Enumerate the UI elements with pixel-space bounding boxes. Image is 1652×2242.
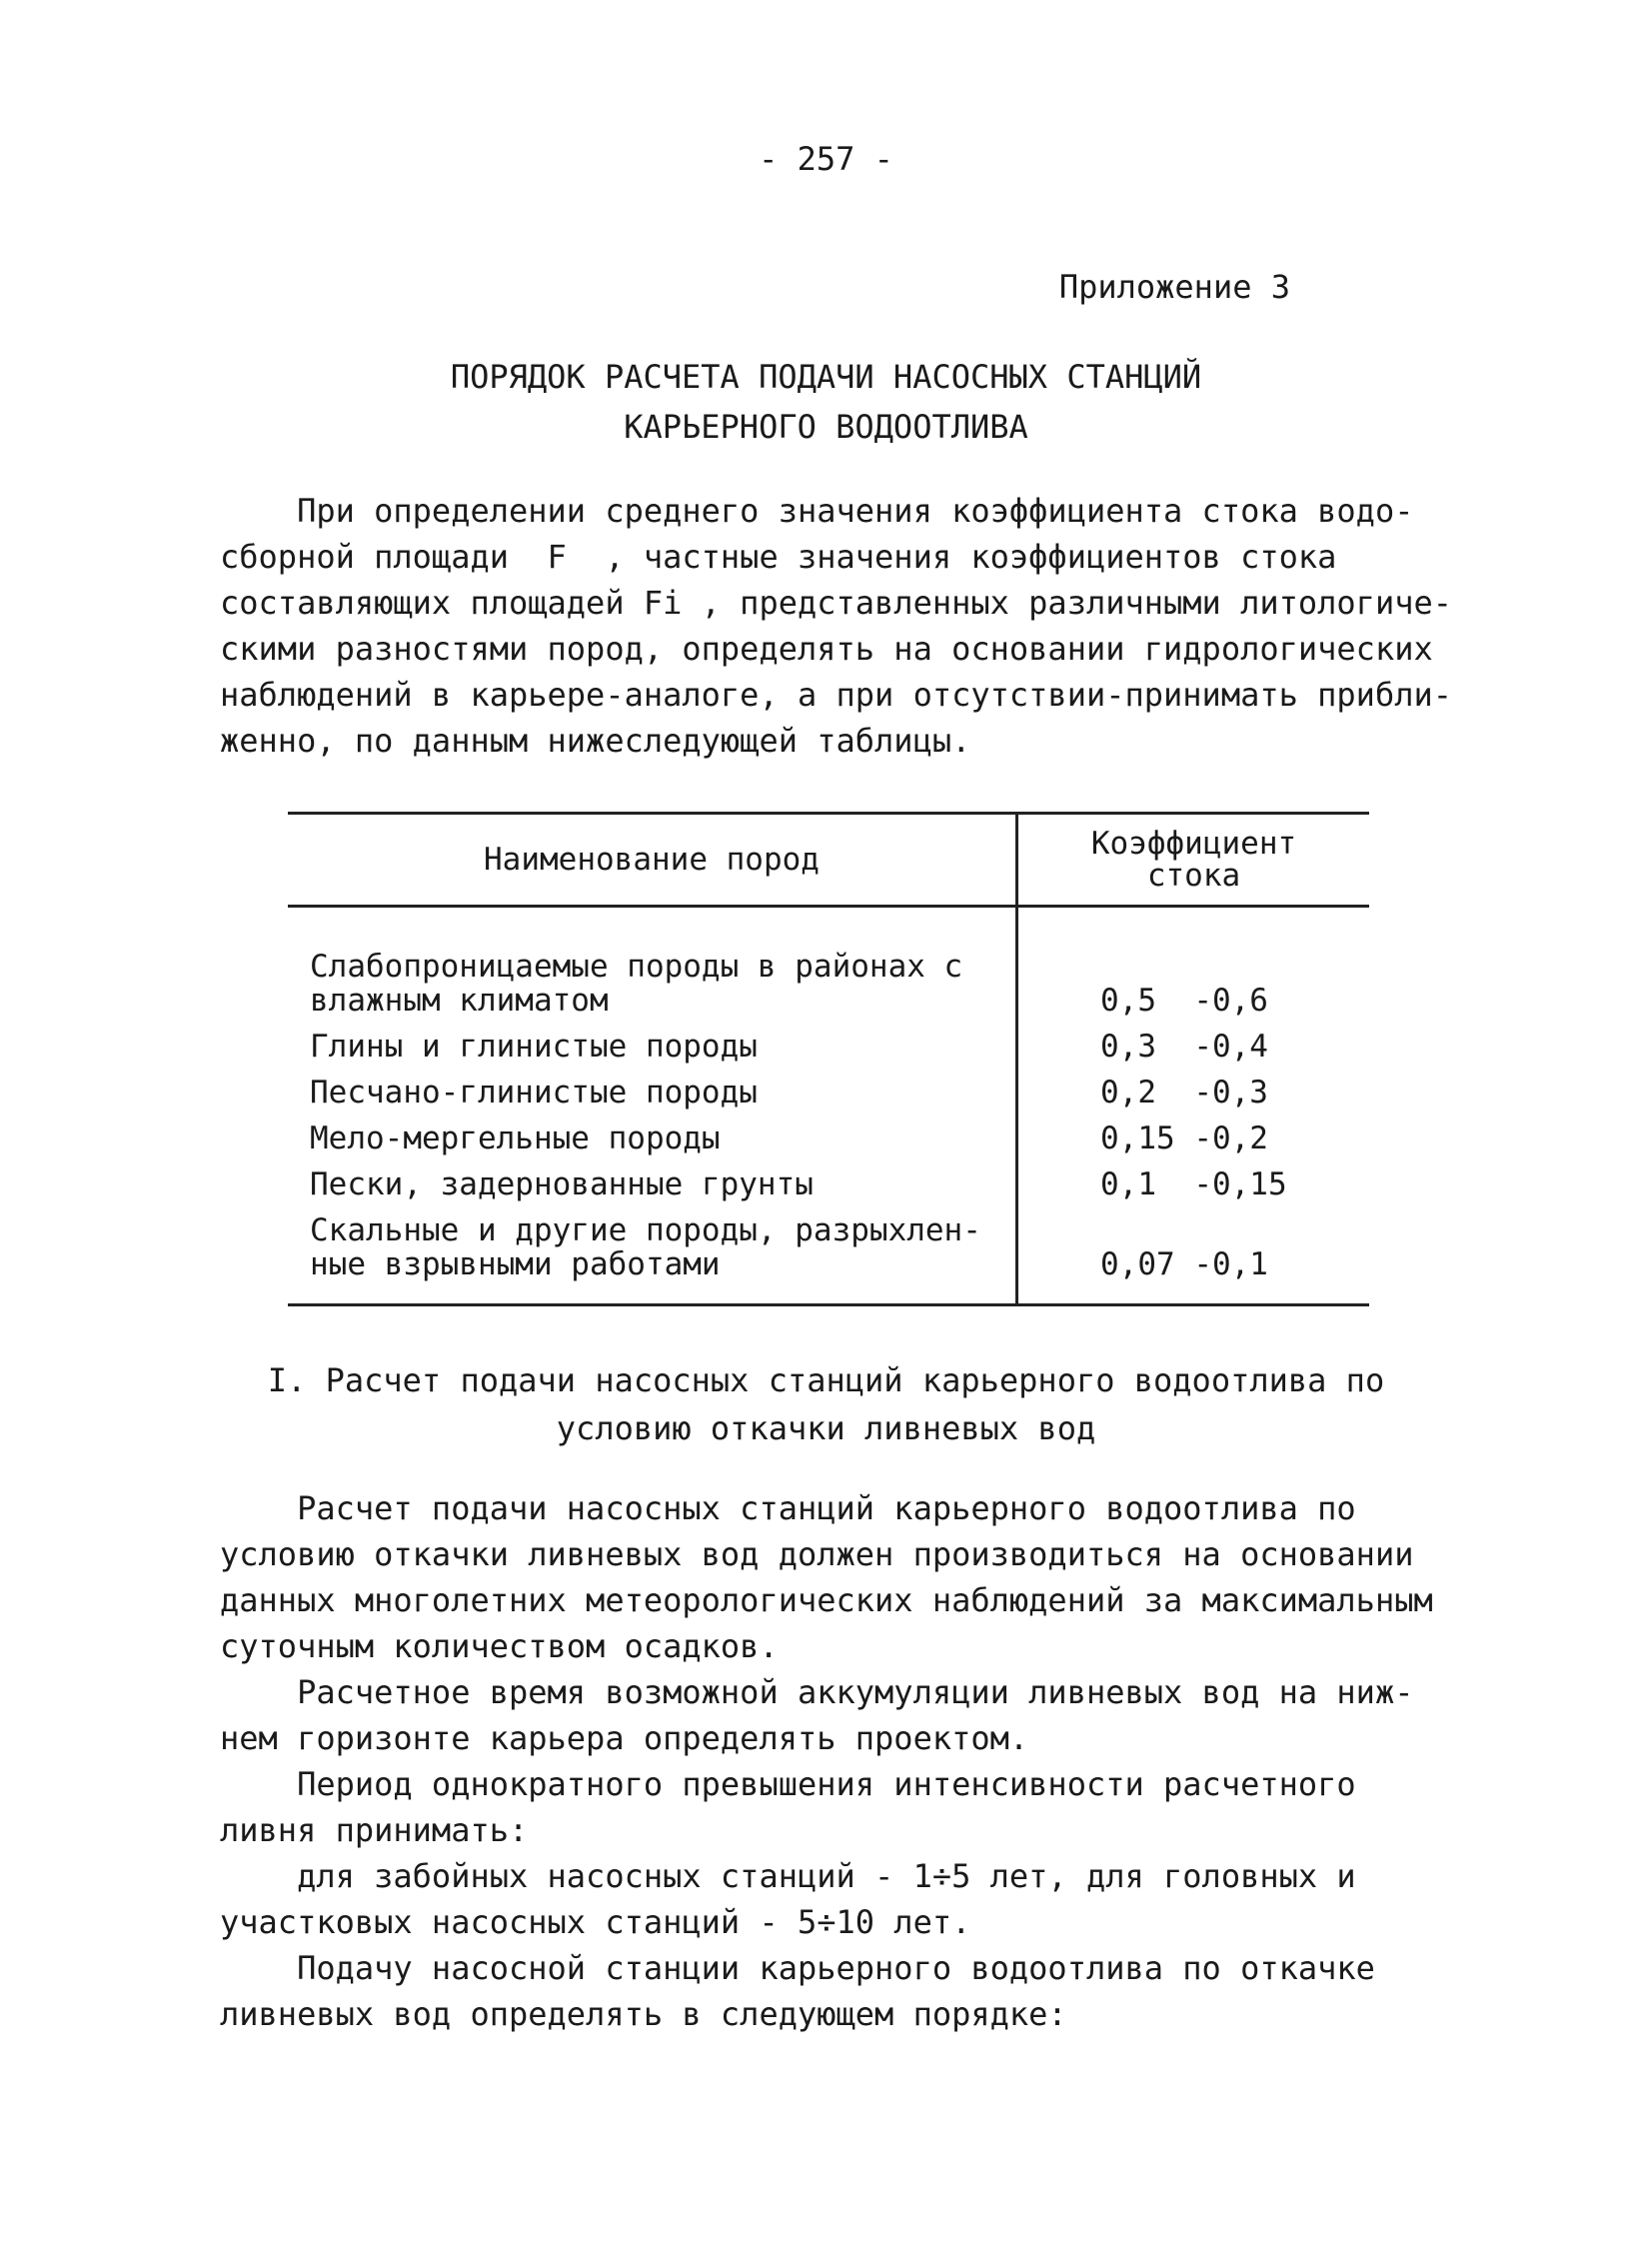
rock-name: Глины и глинистые породы — [310, 1029, 758, 1065]
body-paragraph-line: участковых насосных станций - 5÷10 лет. — [220, 1903, 971, 1941]
body-paragraph-line: нем горизонте карьера определять проектом. — [220, 1719, 1029, 1757]
table-row — [288, 1018, 1369, 1064]
body-paragraph-line: Расчетное время возможной аккумуляции ливневых вод на ниж- — [220, 1673, 1414, 1711]
rock-name: Скальные и другие породы, разрыхлен- ные взрывными работами — [310, 1212, 981, 1282]
section-heading-line-2: условию откачки ливневых вод — [556, 1409, 1096, 1447]
header-coefficient — [1017, 814, 1370, 907]
table-row — [288, 907, 1369, 1019]
document-title-line-1: ПОРЯДОК РАСЧЕТА ПОДАЧИ НАСОСНЫХ СТАНЦИЙ — [450, 358, 1202, 396]
coefficient-cell — [1017, 1110, 1370, 1155]
body-paragraph-line: условию откачки ливневых вод должен производиться на основании — [220, 1535, 1414, 1573]
coefficient-cell — [1017, 907, 1370, 1019]
rock-name: Мело-мергельные породы — [310, 1121, 721, 1156]
table-row — [288, 1201, 1369, 1305]
intro-paragraph-line: скими разностями пород, определять на основании гидрологических — [220, 630, 1433, 668]
table-row — [288, 1110, 1369, 1155]
header-coefficient-text: Коэффициент стока — [1090, 826, 1297, 894]
rock-name-cell — [288, 1064, 1017, 1110]
intro-paragraph-line: сборной площади F , частные значения коэффициентов стока — [220, 538, 1337, 576]
coefficient-value: 0,07 -0,1 — [1100, 1246, 1268, 1282]
table-header-row — [288, 814, 1369, 907]
rock-name-cell — [288, 1018, 1017, 1064]
table-row — [288, 1064, 1369, 1110]
rock-name-cell — [288, 1155, 1017, 1201]
coefficient-value: 0,3 -0,4 — [1100, 1029, 1268, 1065]
rock-name: Песчано-глинистые породы — [310, 1075, 758, 1111]
rock-name: Слабопроницаемые породы в районах с влажным климатом — [310, 949, 963, 1019]
rock-name: Пески, задернованные грунты — [310, 1166, 814, 1202]
coefficient-value: 0,15 -0,2 — [1100, 1121, 1268, 1156]
intro-paragraph-line: женно, по данным нижеследующей таблицы. — [220, 722, 971, 760]
coefficient-value: 0,1 -0,15 — [1100, 1166, 1287, 1202]
body-paragraph-line: для забойных насосных станций - 1÷5 лет, для головных и — [220, 1857, 1356, 1895]
section-heading-line-1: I. Расчет подачи насосных станций карьерного водоотлива по — [267, 1361, 1385, 1399]
intro-paragraph-line: наблюдений в карьере-аналоге, а при отсутствии-принимать прибли- — [220, 676, 1452, 714]
coefficient-cell — [1017, 1155, 1370, 1201]
coefficient-cell — [1017, 1064, 1370, 1110]
coefficient-cell — [1017, 1201, 1370, 1305]
document-title-line-2: КАРЬЕРНОГО ВОДООТЛИВА — [624, 408, 1028, 446]
body-paragraph-line: Подачу насосной станции карьерного водоотлива по откачке — [220, 1949, 1375, 1987]
body-paragraph-line: данных многолетних метеорологических наблюдений за максимальным — [220, 1581, 1433, 1619]
coefficient-value: 0,5 -0,6 — [1100, 983, 1268, 1019]
table-row — [288, 1155, 1369, 1201]
body-paragraph-line: Период однократного превышения интенсивности расчетного — [220, 1765, 1356, 1803]
page-number: - 257 - — [759, 140, 893, 178]
body-paragraph-line: суточным количеством осадков. — [220, 1627, 779, 1665]
coefficient-value: 0,2 -0,3 — [1100, 1075, 1268, 1111]
header-rock-name: Наименование пород — [288, 814, 1017, 907]
body-paragraph-line: ливня принимать: — [220, 1811, 529, 1849]
rock-name-cell — [288, 1110, 1017, 1155]
coefficient-cell — [1017, 1018, 1370, 1064]
appendix-label: Приложение 3 — [1058, 268, 1290, 306]
intro-paragraph-line: При определении среднего значения коэффициента стока водо- — [220, 492, 1414, 530]
rock-name-cell — [288, 907, 1017, 1019]
intro-paragraph-line: составляющих площадей Fi , представленных различными литологиче- — [220, 584, 1452, 622]
body-paragraph-line: ливневых вод определять в следующем порядке: — [220, 1995, 1067, 2033]
rock-name-cell — [288, 1201, 1017, 1305]
runoff-coefficient-table — [288, 812, 1369, 1306]
body-paragraph-line: Расчет подачи насосных станций карьерного водоотлива по — [220, 1489, 1356, 1527]
